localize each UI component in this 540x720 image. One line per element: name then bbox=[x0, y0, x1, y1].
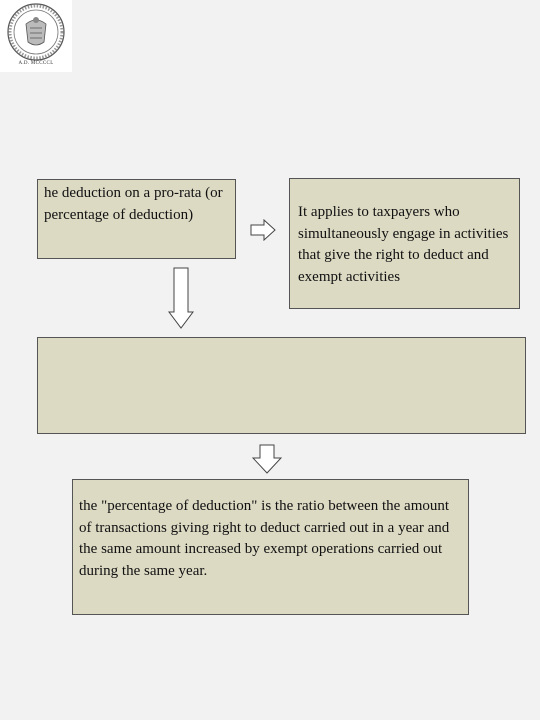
seal-caption: A.D. MCCCCL bbox=[18, 61, 54, 66]
university-seal-logo bbox=[0, 0, 72, 72]
empty-definition-box bbox=[37, 337, 526, 434]
right-arrow-icon bbox=[250, 219, 276, 241]
seal-emblem-icon bbox=[6, 2, 66, 62]
percentage-definition-box: the "percentage of deduction" is the ratio between the amount of transactions giving right to deduct carried out in a year and the same amount increased by exempt operations carried out during the same year. bbox=[72, 479, 469, 615]
prorata-deduction-box: he deduction on a pro-rata (or percentage of deduction) bbox=[37, 179, 236, 259]
applicability-box: It applies to taxpayers who simultaneously engage in activities that give the right to deduct and exempt activities bbox=[289, 178, 520, 309]
down-arrow-icon bbox=[168, 267, 194, 329]
down-arrow-small-icon bbox=[252, 444, 282, 474]
